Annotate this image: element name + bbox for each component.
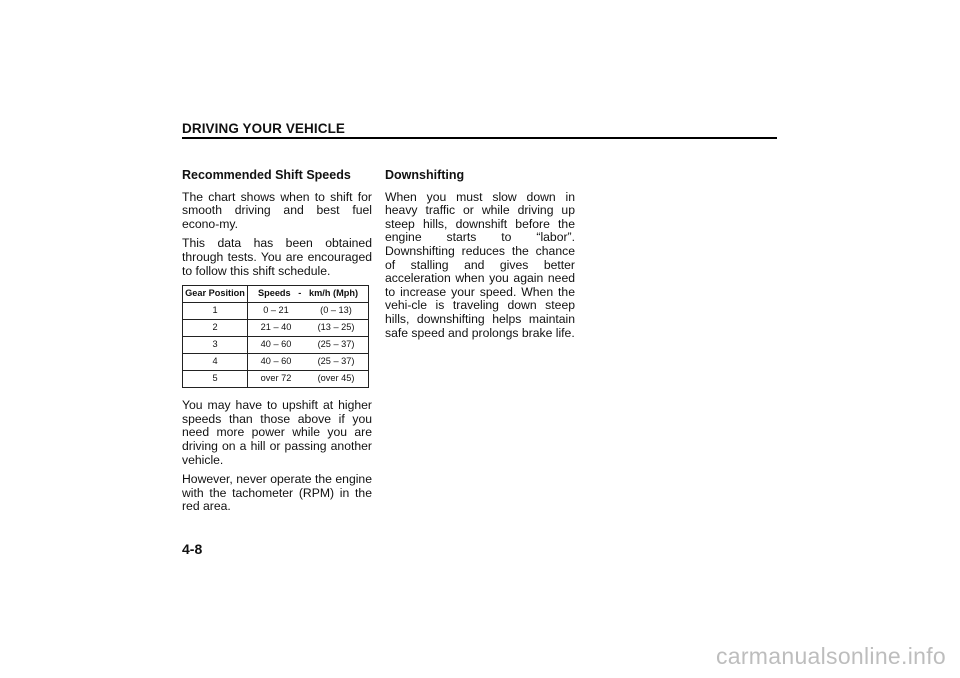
kmh-value: 40 – 60 <box>260 356 292 367</box>
speed-cell <box>248 320 369 337</box>
header-rule <box>182 137 777 139</box>
header-gear-position: Gear Position <box>183 286 248 303</box>
mph-value: (25 – 37) <box>317 356 355 367</box>
paragraph-upshift: You may have to upshift at higher speeds than those above if you need more power while you are driving on a hill or passing another vehicle. <box>182 398 372 467</box>
gear-cell: 2 <box>183 320 248 337</box>
paragraph-data-source: This data has been obtained through tests. You are encouraged to follow this shift schedule. <box>182 236 372 278</box>
kmh-value: 0 – 21 <box>263 305 289 316</box>
gear-cell: 3 <box>183 337 248 354</box>
kmh-value: 21 – 40 <box>260 322 292 333</box>
mph-value: (0 – 13) <box>320 305 352 316</box>
speed-cell <box>248 337 369 354</box>
speed-cell <box>248 354 369 371</box>
kmh-value: over 72 <box>260 373 292 384</box>
table-header-row <box>183 286 369 303</box>
gear-cell: 4 <box>183 354 248 371</box>
table-row <box>183 354 369 371</box>
speed-cell <box>248 371 369 388</box>
table-row <box>183 320 369 337</box>
mph-value: (over 45) <box>317 373 355 384</box>
page-number: 4-8 <box>182 541 203 557</box>
shift-speeds-heading: Recommended Shift Speeds <box>182 168 351 182</box>
paragraph-tachometer: However, never operate the engine with the tachometer (RPM) in the red area. <box>182 472 372 514</box>
right-column <box>385 169 575 346</box>
gear-cell: 1 <box>183 303 248 320</box>
left-column <box>182 169 372 520</box>
section-header: DRIVING YOUR VEHICLE <box>182 121 346 136</box>
watermark-text: carmanualsonline.info <box>715 643 946 669</box>
paragraph-chart-intro: The chart shows when to shift for smooth driving and best fuel econo-my. <box>182 189 372 231</box>
downshifting-heading: Downshifting <box>385 168 465 182</box>
speed-cell <box>248 303 369 320</box>
table-row <box>183 303 369 320</box>
shift-speed-table <box>182 285 369 388</box>
mph-value: (25 – 37) <box>317 339 355 350</box>
kmh-value: 40 – 60 <box>260 339 292 350</box>
table-row <box>183 371 369 388</box>
table-row <box>183 337 369 354</box>
gear-cell: 5 <box>183 371 248 388</box>
header-speeds: Speeds - km/h (Mph) <box>248 286 369 303</box>
paragraph-downshifting: When you must slow down in heavy traffic or while driving up steep hills, downshift before the engine starts to “labor”. Downshifting reduces the chance of stalling and gives better acceleration when you again need to increase your speed. When the vehi-cle is traveling down steep hills, downshifting helps maintain safe speed and prolongs brake life. <box>385 189 575 340</box>
mph-value: (13 – 25) <box>317 322 355 333</box>
